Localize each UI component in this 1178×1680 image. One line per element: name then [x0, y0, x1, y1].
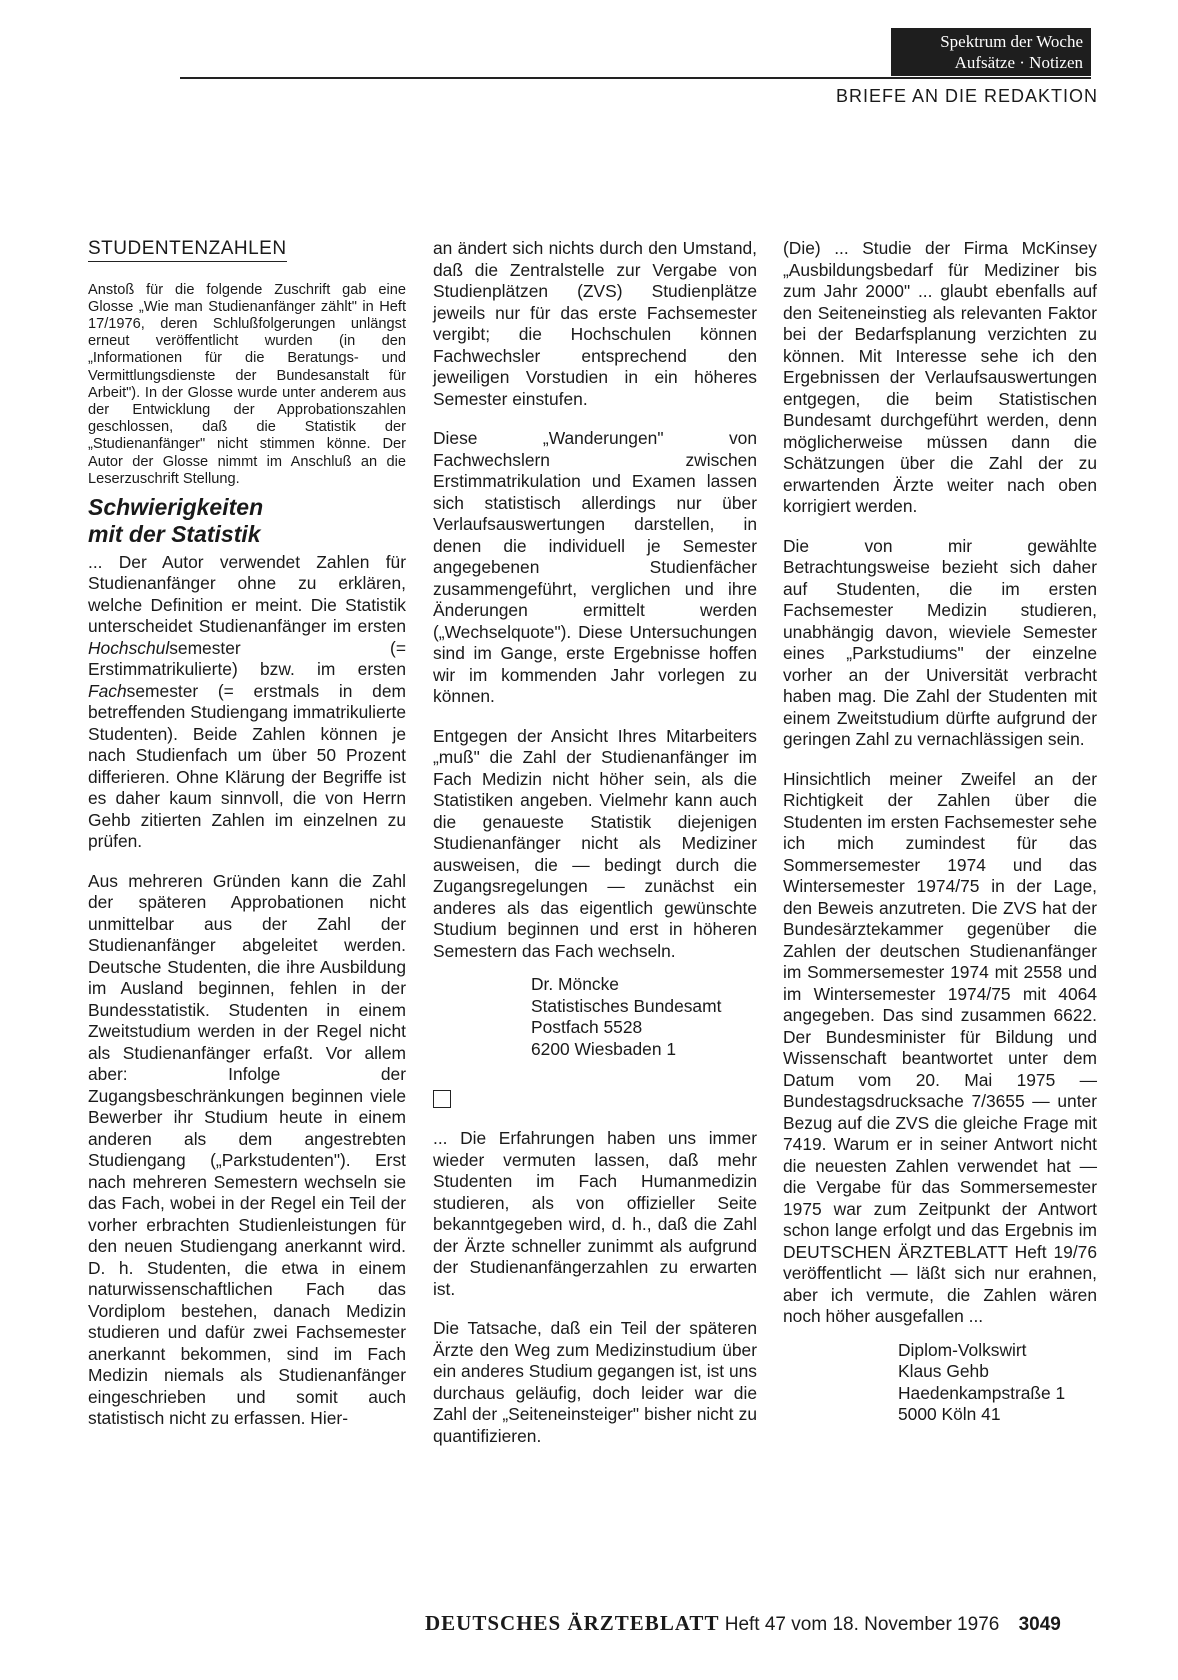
- p1-emphasis-1: Hochschul: [88, 637, 170, 658]
- p1-part-c: semester (= erstmals in dem betreffenden Studiengang immatrikulierte Studenten). Beide Zahlen können je nach Studienfach um über 50 Prozent differieren. Ohne Klärung der Begriffe ist es daher kaum sinnvoll, die von Herrn Gehb zitierten Zahlen im einzelnen zu prüfen.: [88, 680, 406, 852]
- section-label-line2: Aufsätze · Notizen: [954, 53, 1083, 72]
- signature-line: Statistisches Bundesamt: [531, 995, 722, 1016]
- section-label-line1: Spektrum der Woche: [940, 32, 1083, 51]
- p1-emphasis-2: Fach: [88, 680, 127, 701]
- headline-line-1: Schwierigkeiten: [88, 493, 264, 520]
- letter1-signature: [531, 974, 757, 1060]
- headline-line-2: mit der Statistik: [88, 520, 261, 547]
- letter2-paragraph-3: (Die) ... Studie der Firma McKinsey „Ausbildungsbedarf für Mediziner bis zum Jahr 2000" ... glaubt ebenfalls auf den Seiteneinstieg als relevanten Faktor bei der Bedarfsplanung verzichten zu können. Mit Interesse sehe ich den Ergebnissen der Verlaufsauswertungen entgegen, die beim Statistischen Bundesamt durchgeführt werden, denn möglicherweise müssen dann die Schätzungen über die Zahl der zu erwartenden Ärzte weiter nach oben korrigiert werden.: [783, 238, 1097, 516]
- letter1-paragraph-3: an ändert sich nichts durch den Umstand, daß die Zentralstelle zur Vergabe von Studienplätzen (ZVS) Studienplätze jeweils nur für das erste Fachsemester vergibt; die Hochschulen können Fachwechsler entsprechend den jeweiligen Vorstudien in ein höheres Semester einstufen.: [433, 238, 757, 409]
- signature-line: Dr. Möncke: [531, 974, 619, 994]
- letter1-paragraph-2: Aus mehreren Gründen kann die Zahl der späteren Approbationen nicht unmittelbar aus der Zahl der Studienanfänger abgeleitet werden. Deutsche Studenten, die ihre Ausbildung im Ausland beginnen, fehlen in der Bundesstatistik. Studenten in einem Zweitstudium werden in der Regel nicht als Studienanfänger erfaßt. Vor allem aber: Infolge der Zugangsbeschränkungen beginnen viele Bewerber ihr Studium heute in einem anderen als dem angestrebten Studiengang („Parkstudenten"). Erst nach mehreren Semestern wechseln sie das Fach, wobei in der Regel ein Teil der vorher erbrachten Studienleistungen für den neuen Studiengang anerkannt wird. D. h. Studenten, die etwa in einem naturwissenschaftlichen Fach das Vordiplom bestehen, danach Medizin studieren und dafür zwei Fachsemester anerkannt bekommen, sind im Fach Medizin niemals als Studienanfänger eingeschrieben und somit auch statistisch nicht zu erfassen. Hier-: [88, 870, 406, 1429]
- article-headline: [88, 494, 406, 548]
- header-rule: [180, 77, 1091, 79]
- letter2-signature: [898, 1340, 1097, 1426]
- editorial-intro: Anstoß für die folgende Zuschrift gab eine Glosse „Wie man Studienanfänger zählt" in Heft 17/1976, deren Schlußfolgerungen unlängst erneut veröffentlicht wurden (in den „Informationen für die Beratungs- und Vermittlungsdienste der Bundesanstalt für Arbeit"). In der Glosse wurde unter anderem aus der Entwicklung der Approbationszahlen geschlossen, daß die Statistik der „Studienanfänger" nicht stimmen könne. Der Autor der Glosse nimmt im Anschluß an die Leserzuschrift Stellung.: [88, 281, 406, 487]
- letter2-paragraph-5: Hinsichtlich meiner Zweifel an der Richtigkeit der Zahlen über die Studenten im ersten Fachsemester sehe ich mich zumindest für das Sommersemester 1974 und das Wintersemester 1974/75 in der Lage, den Beweis anzutreten. Die ZVS hat der Bundesärztekammer gegenüber die Zahlen der deutschen Studienanfänger im Sommersemester 1974 mit 2558 und im Wintersemester 1974/75 mit 4064 angegeben. Das sind zusammen 6622. Der Bundesminister für Bildung und Wissenschaft beantwortet unter dem Datum vom 20. Mai 1975 — Bundestagsdrucksache 7/3655 — unter Bezug auf die ZVS die gleiche Frage mit 7419. Warum er in seiner Antwort nicht die neuesten Zahlen verwendet hat — die Vergabe für das Sommersemester 1975 war zum Zeitpunkt der Antwort schon lange erfolgt und das Ergebnis im DEUTSCHEN ÄRZTEBLATT Heft 19/76 veröffentlicht — läßt sich nur erahnen, aber ich vermute, die Zahlen wären noch höher ausgefallen ...: [783, 768, 1097, 1326]
- issue-info: Heft 47 vom 18. November 1976: [724, 1614, 1000, 1635]
- section-title: BRIEFE AN DIE REDAKTION: [835, 86, 1098, 106]
- column-2: [433, 238, 757, 1447]
- column-3: [783, 238, 1097, 1426]
- signature-line: 5000 Köln 41: [898, 1404, 1001, 1424]
- page-number: 3049: [1018, 1614, 1061, 1635]
- signature-line: Diplom-Volkswirt: [898, 1339, 1027, 1360]
- letter2-paragraph-2: Die Tatsache, daß ein Teil der späteren Ärzte den Weg zum Medizinstudium über ein anderes Studium gegangen ist, ist uns durchaus geläufig, doch leider war die Zahl der „Seiteneinsteiger" bisher nicht zu quantifizieren.: [433, 1318, 757, 1446]
- signature-line: Klaus Gehb: [898, 1361, 989, 1381]
- separator-square: [433, 1090, 451, 1108]
- signature-line: 6200 Wiesbaden 1: [531, 1038, 677, 1059]
- letter1-paragraph-5: Entgegen der Ansicht Ihres Mitarbeiters „muß" die Zahl der Studienanfänger im Fach Medizin nicht höher sein, als die Statistiken angeben. Vielmehr kann auch die genaueste Statistik diejenigen Studienanfänger nicht als Mediziner ausweisen, die — bedingt durch die Zugangsregelungen — zunächst ein anderes als das eigentlich gewünschte Studium beginnen und erst in höheren Semestern das Fach wechseln.: [433, 725, 757, 961]
- signature-line: Postfach 5528: [531, 1017, 643, 1037]
- letter1-paragraph-1: [88, 552, 406, 853]
- column-1: [88, 238, 406, 1430]
- p1-part-a: ... Der Autor verwendet Zahlen für Studienanfänger ohne zu erklären, welche Definition er meint. Die Statistik unterscheidet Studienanfänger im ersten: [88, 551, 406, 637]
- page-footer: [425, 1611, 1061, 1636]
- journal-name: DEUTSCHES ÄRZTEBLATT: [425, 1611, 720, 1635]
- letter1-paragraph-4: Diese „Wanderungen" von Fachwechslern zwischen Erstimmatrikulation und Examen lassen sich statistisch allerdings nur über Verlaufsauswertungen darstellen, in denen die individuell je Semester angegebenen Studienfächer zusammengeführt, verglichen und ihre Änderungen ermittelt werden („Wechselquote"). Diese Untersuchungen sind im Gange, erste Ergebnisse hoffen wir im kommenden Jahr vorlegen zu können.: [433, 428, 757, 706]
- section-label-box: [891, 28, 1091, 76]
- letter2-paragraph-4: Die von mir gewählte Betrachtungsweise bezieht sich daher auf Studenten, die im ersten Fachsemester Medizin studieren, unabhängig davon, wieviele Semester eines „Parkstudiums" der einzelne vorher an der Universität verbracht haben mag. Die Zahl der Studenten mit einem Zweitstudium dürfte aufgrund der geringen Zahl zu vernachlässigen sein.: [783, 535, 1097, 749]
- article-kicker: STUDENTENZAHLEN: [88, 238, 287, 262]
- letter2-paragraph-1: ... Die Erfahrungen haben uns immer wieder vermuten lassen, daß mehr Studenten im Fach Humanmedizin studieren, als von offizieller Seite bekanntgegeben wird, d. h., daß die Zahl der Ärzte schneller zunimmt als aufgrund der Studienanfängerzahlen zu erwarten ist.: [433, 1128, 757, 1299]
- signature-line: Haedenkampstraße 1: [898, 1382, 1066, 1403]
- p1-part-b: semester (= Erstimmatrikulierte) bzw. im ersten: [88, 637, 406, 680]
